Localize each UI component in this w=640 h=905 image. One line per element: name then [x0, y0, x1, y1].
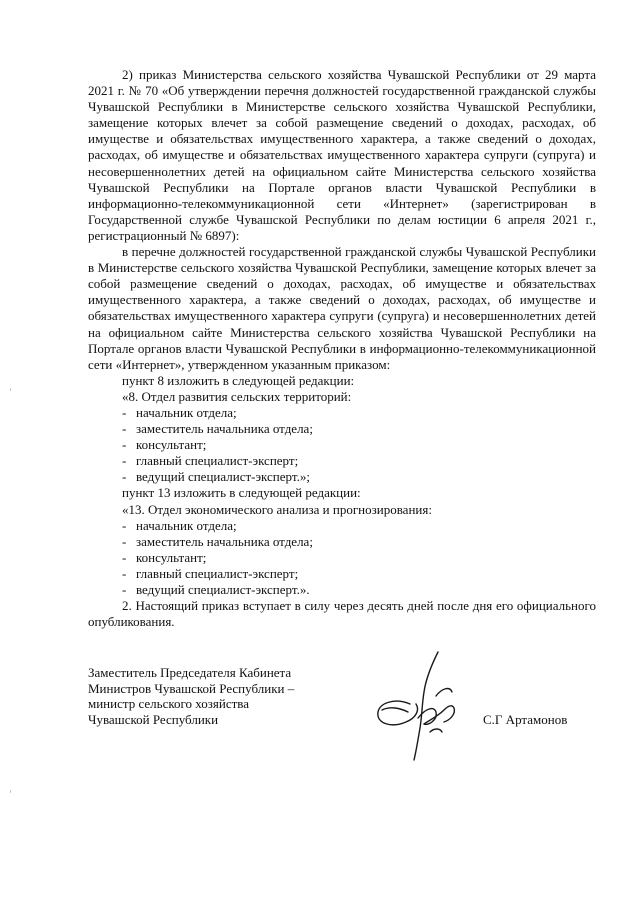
item-13-heading: «13. Отдел экономического анализа и прогнозирования:: [122, 501, 432, 517]
list-item: - начальник отдела;: [88, 405, 596, 421]
scan-mark: [10, 790, 11, 793]
amendment-clause-paragraph: в перечне должностей государственной гражданской службы Чувашской Республики в Министерстве сельского хозяйства Чувашской Республики, замещение которых влечет за собой размещение сведений о доходах, расходах, об имуществе и обязательствах имущественного характера, а также сведений о доходах, расходах, об имуществе и обязательствах имущественного характера супруги (супруга) и несовершеннолетних детей на официальном сайте Министерства сельского хозяйства Чувашской Республики на Портале органов власти Чувашской Республики в информационно-телекоммуникационной сети «Интернет», утвержденном указанным приказом:: [88, 244, 596, 372]
scan-mark: [10, 388, 11, 391]
handwritten-signature: [372, 648, 464, 764]
position-line: Чувашской Республики: [88, 711, 219, 727]
list-item: - заместитель начальника отдела;: [88, 534, 596, 550]
effective-date-paragraph: 2. Настоящий приказ вступает в силу через десять дней после дня его официального опубликования.: [88, 598, 596, 630]
position-line: Министров Чувашской Республики –: [88, 680, 295, 696]
item-13-intro: пункт 13 изложить в следующей редакции:: [122, 485, 361, 501]
item-8-position-list: [88, 405, 596, 485]
amendment-paragraph-2: 2) приказ Министерства сельского хозяйства Чувашской Республики от 29 марта 2021 г. № 70 «Об утверждении перечня должностей государственной гражданской службы Чувашской Республики в Министерстве сельского хозяйства Чувашской Республики, замещение которых влечет за собой размещение сведений о доходах, расходах, об имуществе и обязательствах имущественного характера, а также сведений о доходах, расходах, об имуществе и обязательствах имущественного характера супруги (супруга) и несовершеннолетних детей на официальном сайте Министерства сельского хозяйства Чувашской Республики на Портале органов власти Чувашской Республики в информационно-телекоммуникационной сети «Интернет» (зарегистрирован в Государственной службе Чувашской Республики по делам юстиции 6 апреля 2021 г., регистрационный № 6897):: [88, 67, 596, 243]
item-13-position-list: [88, 518, 596, 598]
list-item: - главный специалист-эксперт;: [88, 566, 596, 582]
position-line: Заместитель Председателя Кабинета: [88, 665, 292, 680]
list-item: - начальник отдела;: [88, 518, 596, 534]
list-item: - заместитель начальника отдела;: [88, 421, 596, 437]
list-item: - ведущий специалист-эксперт.».: [88, 582, 596, 598]
position-line: министр сельского хозяйства: [88, 696, 250, 712]
signatory-position: [88, 665, 318, 727]
list-item: - консультант;: [88, 437, 596, 453]
list-item: - главный специалист-эксперт;: [88, 453, 596, 469]
item-8-heading: «8. Отдел развития сельских территорий:: [122, 388, 352, 404]
list-item: - консультант;: [88, 550, 596, 566]
item-8-intro: пункт 8 изложить в следующей редакции:: [122, 372, 355, 388]
list-item: - ведущий специалист-эксперт.»;: [88, 469, 596, 485]
document-body: [88, 67, 596, 630]
signer-name: С.Г Артамонов: [483, 712, 568, 727]
